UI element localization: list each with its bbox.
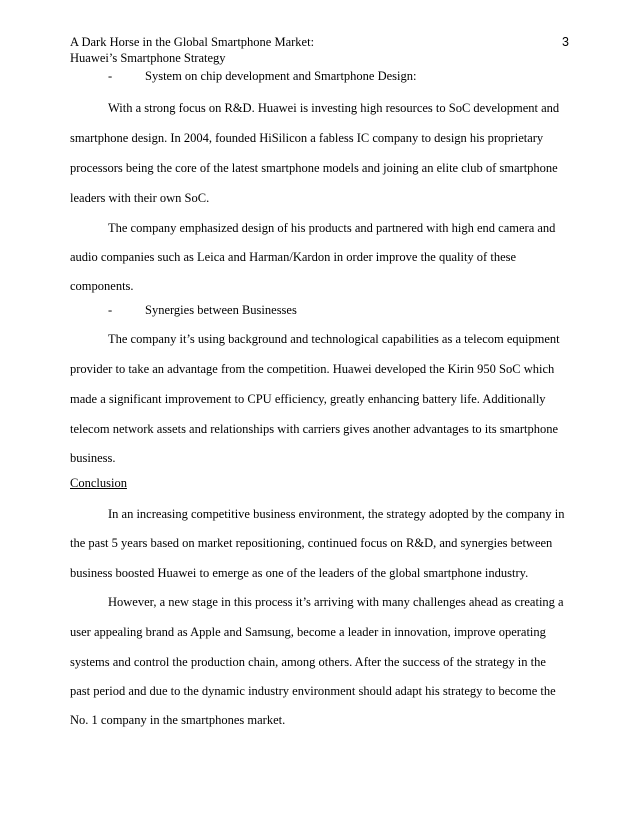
section-heading-synergies: Synergies between Businesses [145,303,297,317]
section-heading-soc: System on chip development and Smartphone Design: [145,69,417,83]
paragraph-line: business boosted Huawei to emerge as one of the leaders of the global smartphone industry. [70,566,529,580]
paragraph-line: The company it’s using background and technological capabilities as a telecom equipment [108,332,560,346]
paragraph-line: made a significant improvement to CPU efficiency, greatly enhancing battery life. Additionally [70,392,546,406]
paragraph-line: the past 5 years based on market repositioning, continued focus on R&D, and synergies between [70,536,553,550]
paragraph-line: components. [70,279,134,293]
paragraph-line: In an increasing competitive business environment, the strategy adopted by the company in [108,507,565,521]
running-header-line-2: Huawei’s Smartphone Strategy [70,51,226,65]
paragraph-line: provider to take an advantage from the competition. Huawei developed the Kirin 950 SoC which [70,362,555,376]
paragraph-line: smartphone design. In 2004, founded HiSilicon a fabless IC company to design his proprietary [70,131,544,145]
running-header [70,34,314,66]
conclusion-heading: Conclusion [70,476,127,490]
paragraph-line: The company emphasized design of his products and partnered with high end camera and [108,221,556,235]
paragraph-line: business. [70,451,116,465]
paragraph-line: leaders with their own SoC. [70,191,210,205]
paragraph-line: audio companies such as Leica and Harman/Kardon in order improve the quality of these [70,250,517,264]
section-bullet-soc: - [108,69,113,83]
page-number: 3 [562,35,569,49]
running-header-line-1: A Dark Horse in the Global Smartphone Market: [70,35,315,49]
paragraph-line: No. 1 company in the smartphones market. [70,713,286,727]
paragraph-line: processors being the core of the latest smartphone models and joining an elite club of smartphone [70,161,558,175]
section-bullet-synergies: - [108,303,113,317]
paragraph-line: past period and due to the dynamic industry environment should adapt his strategy to become the [70,684,556,698]
paragraph-line: With a strong focus on R&D. Huawei is investing high resources to SoC development and [108,101,560,115]
paragraph-line: user appealing brand as Apple and Samsung, become a leader in innovation, improve operating [70,625,546,639]
paragraph-line: systems and control the production chain, among others. After the success of the strategy in the [70,655,546,669]
paragraph-line: telecom network assets and relationships with carriers gives another advantages to its smartphone [70,422,559,436]
paragraph-line: However, a new stage in this process it’s arriving with many challenges ahead as creating a [108,595,564,609]
